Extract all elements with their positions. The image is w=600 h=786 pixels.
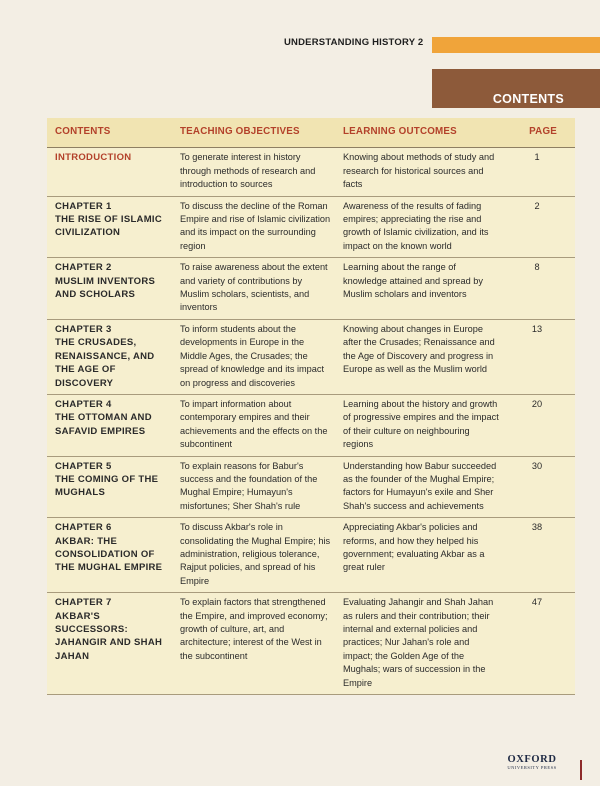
chapter-title: AKBAR'S SUCCESSORS: JAHANGIR AND SHAH JAHAN: [55, 610, 163, 662]
page-number: 13: [531, 323, 543, 334]
table-row: [47, 593, 575, 695]
page-number: 30: [531, 460, 543, 471]
accent-bar: [432, 37, 600, 53]
column-header-learning: LEARNING OUTCOMES: [343, 126, 457, 137]
table-header: [47, 118, 575, 148]
teaching-objective: To explain reasons for Babur's success and the foundation of the Mughal Empire; Humayun's misfortunes; Sher Shah's rule: [180, 460, 318, 511]
column-header-page: PAGE: [529, 126, 557, 137]
teaching-objective: To raise awareness about the extent and variety of contributions by Muslim scholars, scientists, and inventors: [180, 262, 328, 313]
learning-outcome: Knowing about changes in Europe after the Crusades; Renaissance and the Age of Discovery and progress in Europe as well as the Muslim world: [343, 323, 495, 375]
chapter-label: CHAPTER 6: [55, 522, 112, 534]
teaching-objective: To explain factors that strengthened the Empire, and improved economy; growth of culture, art, and architecture; interest of the West in the subcontinent: [180, 597, 328, 661]
chapter-label: CHAPTER 7: [55, 597, 112, 609]
teaching-objective: To inform students about the developments in Europe in the Middle Ages, the Crusades; the spread of knowledge and its impact on progress and discoveries: [180, 323, 325, 388]
contents-table: [47, 118, 575, 695]
chapter-title: MUSLIM INVENTORS AND SCHOLARS: [55, 275, 156, 301]
table-row: [47, 148, 575, 196]
chapter-title: AKBAR: THE CONSOLIDATION OF THE MUGHAL EMPIRE: [55, 535, 163, 574]
running-header: UNDERSTANDING HISTORY 2: [284, 37, 424, 48]
contents-banner: CONTENTS: [432, 69, 600, 108]
chapter-label: CHAPTER 2: [55, 262, 112, 274]
chapter-label: INTRODUCTION: [55, 152, 132, 164]
chapter-label: CHAPTER 3: [55, 323, 112, 335]
learning-outcome: Awareness of the results of fading empires; appreciating the rise and growth of Islamic civilization, and its impact on the known world: [343, 200, 489, 251]
column-header-teaching: TEACHING OBJECTIVES: [180, 126, 300, 137]
chapter-label: CHAPTER 1: [55, 200, 112, 212]
table-row: [47, 518, 575, 593]
chapter-title: THE COMING OF THE MUGHALS: [55, 473, 159, 499]
chapter-label: CHAPTER 4: [55, 398, 112, 410]
page-number: 8: [534, 262, 540, 273]
table-row: [47, 395, 575, 457]
chapter-title: THE CRUSADES, RENAISSANCE, AND THE AGE OF DISCOVERY: [55, 337, 155, 389]
chapter-title: THE OTTOMAN AND SAFAVID EMPIRES: [55, 412, 152, 437]
teaching-objective: To discuss the decline of the Roman Empire and rise of Islamic civilization and its impact on the surrounding region: [180, 200, 331, 251]
teaching-objective: To impart information about contemporary empires and their achievements and the effects on the subcontinent: [180, 398, 328, 450]
page-number: 38: [531, 522, 543, 533]
page-number: 20: [531, 398, 543, 409]
learning-outcome: Appreciating Akbar's policies and reforms, and how they helped his government; evaluating Akbar as a great ruler: [343, 522, 485, 573]
learning-outcome: Knowing about methods of study and research for historical sources and facts: [343, 152, 495, 190]
publisher-press: UNIVERSITY PRESS: [507, 765, 557, 770]
learning-outcome: Learning about the history and growth of progressive empires and the impact of their culture on neighbouring regions: [343, 398, 499, 450]
teaching-objective: To discuss Akbar's role in consolidating the Mughal Empire; his administration, religious tolerance, Rajput policies, and spread of his Empire: [180, 522, 331, 586]
publisher-brand: OXFORD: [507, 754, 557, 765]
decorative-rule: [580, 760, 582, 780]
table-row: [47, 258, 575, 320]
teaching-objective: To generate interest in history through methods of research and introduction to sources: [180, 152, 316, 190]
table-row: [47, 197, 575, 259]
learning-outcome: Learning about the range of knowledge attained and spread by Muslim scholars and inventors: [343, 262, 483, 300]
column-header-contents: CONTENTS: [55, 126, 111, 137]
table-row: [47, 457, 575, 519]
chapter-label: CHAPTER 5: [55, 460, 112, 472]
publisher-logo: [502, 754, 562, 770]
learning-outcome: Understanding how Babur succeeded as the founder of the Mughal Empire; factors for Humayun's exile and Sher Shah's success and achievements: [343, 460, 497, 511]
table-row: [47, 320, 575, 395]
chapter-title: THE RISE OF ISLAMIC CIVILIZATION: [55, 214, 163, 239]
page-number: 2: [534, 200, 540, 211]
page-number: 47: [531, 597, 543, 608]
learning-outcome: Evaluating Jahangir and Shah Jahan as rulers and their contribution; their internal and external policies and practices; Nur Jahan's role and impact; the Golden Age of the Mughals; wars of succession in the Empire: [343, 597, 494, 688]
page-number: 1: [534, 152, 540, 163]
